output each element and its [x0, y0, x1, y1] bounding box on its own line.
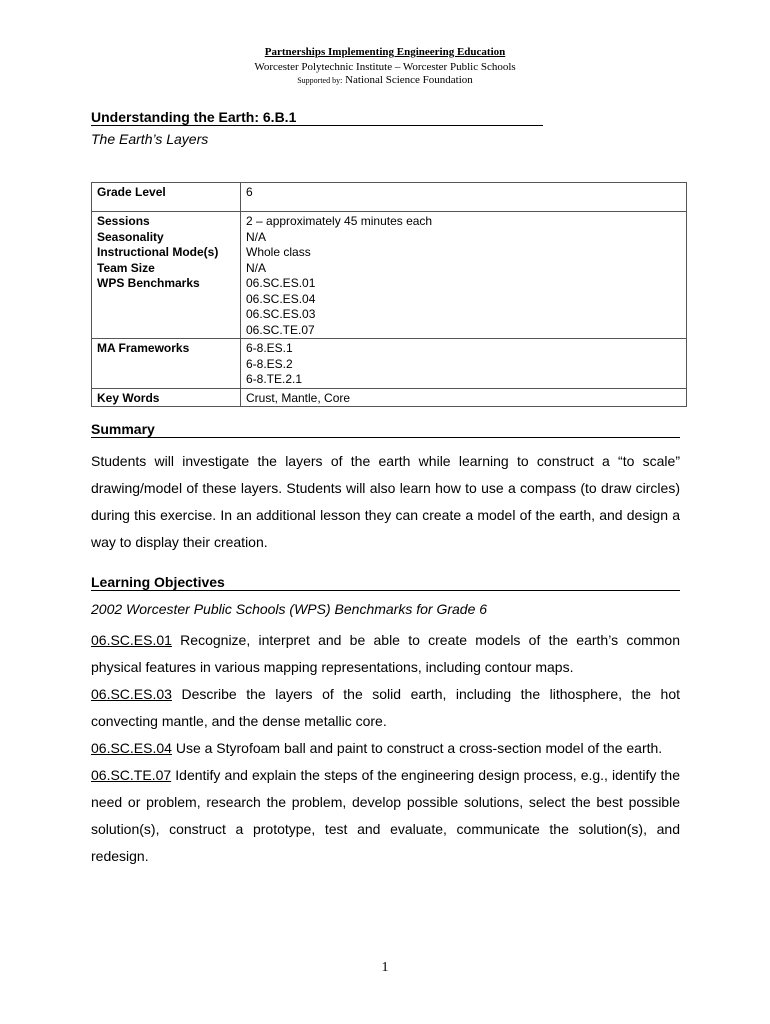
header-sponsor-line	[0, 74, 770, 86]
team-size-label: Team Size	[97, 260, 155, 275]
wps-benchmarks-label: WPS Benchmarks	[97, 276, 200, 290]
objective-code: 06.SC.ES.04	[91, 740, 172, 756]
learning-objectives-heading: Learning Objectives	[91, 575, 680, 591]
objective-item	[91, 735, 680, 762]
table-row	[92, 388, 687, 407]
objective-text: Identify and explain the steps of the engineering design process, e.g., identify the need or problem, research the problem, develop possible solutions, select the best possible solution(s), construct a prototype, test and evaluate, communicate the solution(s), and redesign.	[91, 767, 680, 864]
table-row	[92, 339, 687, 389]
header-supported-by: Supported by:	[297, 76, 343, 85]
ma-framework-item: 6-8.ES.2	[246, 356, 293, 371]
page-subtitle: The Earth’s Layers	[91, 131, 209, 147]
ma-framework-item: 6-8.ES.1	[246, 341, 293, 355]
objective-item	[91, 627, 680, 681]
objective-code: 06.SC.ES.03	[91, 686, 172, 702]
learning-objectives-subheading: 2002 Worcester Public Schools (WPS) Benchmarks for Grade 6	[91, 601, 488, 617]
objectives-list	[91, 627, 680, 870]
lesson-details-values	[241, 212, 687, 339]
objective-text: Recognize, interpret and be able to create models of the earth’s common physical features in various mapping representations, including contour maps.	[91, 632, 680, 675]
ma-frameworks-label: MA Frameworks	[92, 339, 241, 389]
key-words-label: Key Words	[92, 388, 241, 407]
sessions-label: Sessions	[97, 214, 150, 228]
seasonality-value: N/A	[246, 229, 267, 244]
table-row	[92, 212, 687, 339]
table-row	[92, 183, 687, 212]
sessions-value: 2 – approximately 45 minutes each	[246, 214, 433, 228]
instructional-mode-label: Instructional Mode(s)	[97, 245, 219, 259]
wps-benchmark-item: 06.SC.ES.04	[246, 291, 316, 306]
objective-code: 06.SC.ES.01	[91, 632, 172, 648]
header-sponsor: National Science Foundation	[345, 74, 473, 86]
page-number: 1	[381, 960, 389, 975]
objective-code: 06.SC.TE.07	[91, 767, 172, 783]
header-institutions: Worcester Polytechnic Institute – Worcester Public Schools	[254, 61, 516, 73]
key-words-value: Crust, Mantle, Core	[241, 388, 687, 407]
header-program-name: Partnerships Implementing Engineering Education	[264, 46, 506, 58]
ma-framework-item: 6-8.TE.2.1	[246, 372, 303, 386]
objective-text: Describe the layers of the solid earth, including the lithosphere, the hot convecting mantle, and the dense metallic core.	[91, 686, 680, 729]
objective-item	[91, 681, 680, 735]
wps-benchmark-item: 06.SC.ES.01	[246, 276, 316, 290]
instructional-mode-value: Whole class	[246, 245, 311, 259]
summary-heading: Summary	[91, 422, 680, 438]
objective-text: Use a Styrofoam ball and paint to construct a cross-section model of the earth.	[171, 740, 663, 756]
grade-level-value: 6	[241, 183, 687, 212]
ma-frameworks-values	[241, 339, 687, 389]
seasonality-label: Seasonality	[97, 229, 164, 244]
wps-benchmark-item: 06.SC.ES.03	[246, 307, 316, 321]
objective-item	[91, 762, 680, 870]
team-size-value: N/A	[246, 260, 267, 275]
grade-level-label: Grade Level	[92, 183, 241, 212]
lesson-details-labels	[92, 212, 241, 339]
wps-benchmark-item: 06.SC.TE.07	[246, 322, 315, 337]
page-title: Understanding the Earth: 6.B.1	[91, 110, 543, 126]
lesson-info-table	[91, 182, 687, 407]
summary-text: Students will investigate the layers of the earth while learning to construct a “to scale” drawing/model of these layers. Students will also learn how to use a compass (to draw circles) during this exercise. In an additional lesson they can create a model of the earth, and design a way to display their creation.	[91, 453, 680, 550]
